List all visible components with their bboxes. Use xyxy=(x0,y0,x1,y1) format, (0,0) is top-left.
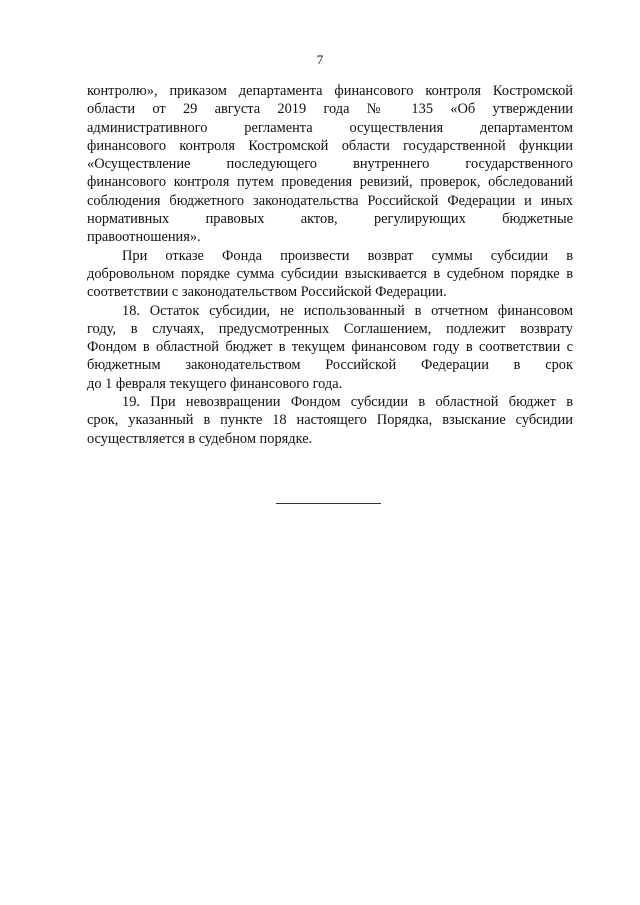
text-line: бюджетным законодательством Российской Федерации в срок xyxy=(87,357,573,374)
text-line: финансового контроля путем проведения ревизий, проверок, обследований xyxy=(87,174,573,191)
text-line: 19. При невозвращении Фондом субсидии в областной бюджет в xyxy=(122,394,573,411)
text-line: административного регламента осуществления департаментом xyxy=(87,119,573,136)
page-number: 7 xyxy=(316,52,324,67)
text-line: осуществляется в судебном порядке. xyxy=(87,430,313,447)
paragraph-refusal xyxy=(87,247,573,302)
text-line: году, в случаях, предусмотренных Соглашением, подлежит возврату xyxy=(87,320,573,337)
end-separator-line xyxy=(276,503,381,504)
text-line: нормативных правовых актов, регулирующих бюджетные xyxy=(87,211,573,228)
text-line: добровольном порядке сумма субсидии взыскивается в судебном порядке в xyxy=(87,265,573,282)
text-line: соответствии с законодательством Российской Федерации. xyxy=(87,284,447,301)
paragraph-continuation xyxy=(87,82,573,247)
text-line: 18. Остаток субсидии, не использованный в отчетном финансовом xyxy=(122,302,573,319)
text-line: Фондом в областной бюджет в текущем финансовом году в соответствии с xyxy=(87,339,573,356)
text-line: соблюдения бюджетного законодательства Российской Федерации и иных xyxy=(87,192,573,209)
text-line: срок, указанный в пункте 18 настоящего Порядка, взыскание субсидии xyxy=(87,412,573,429)
text-line: финансового контроля Костромской области государственной функции xyxy=(87,137,573,154)
text-line: «Осуществление последующего внутреннего государственного xyxy=(87,156,573,173)
text-line: контролю», приказом департамента финансового контроля Костромской xyxy=(87,83,573,99)
document-body xyxy=(87,82,573,448)
text-line: правоотношения». xyxy=(87,229,201,246)
paragraph-item-18 xyxy=(87,302,573,393)
text-line: до 1 февраля текущего финансового года. xyxy=(87,375,343,392)
text-line: При отказе Фонда произвести возврат суммы субсидии в xyxy=(122,247,573,264)
paragraph-item-19 xyxy=(87,393,573,448)
text-line: области от 29 августа 2019 года № 135 «Об утверждении xyxy=(87,101,573,118)
